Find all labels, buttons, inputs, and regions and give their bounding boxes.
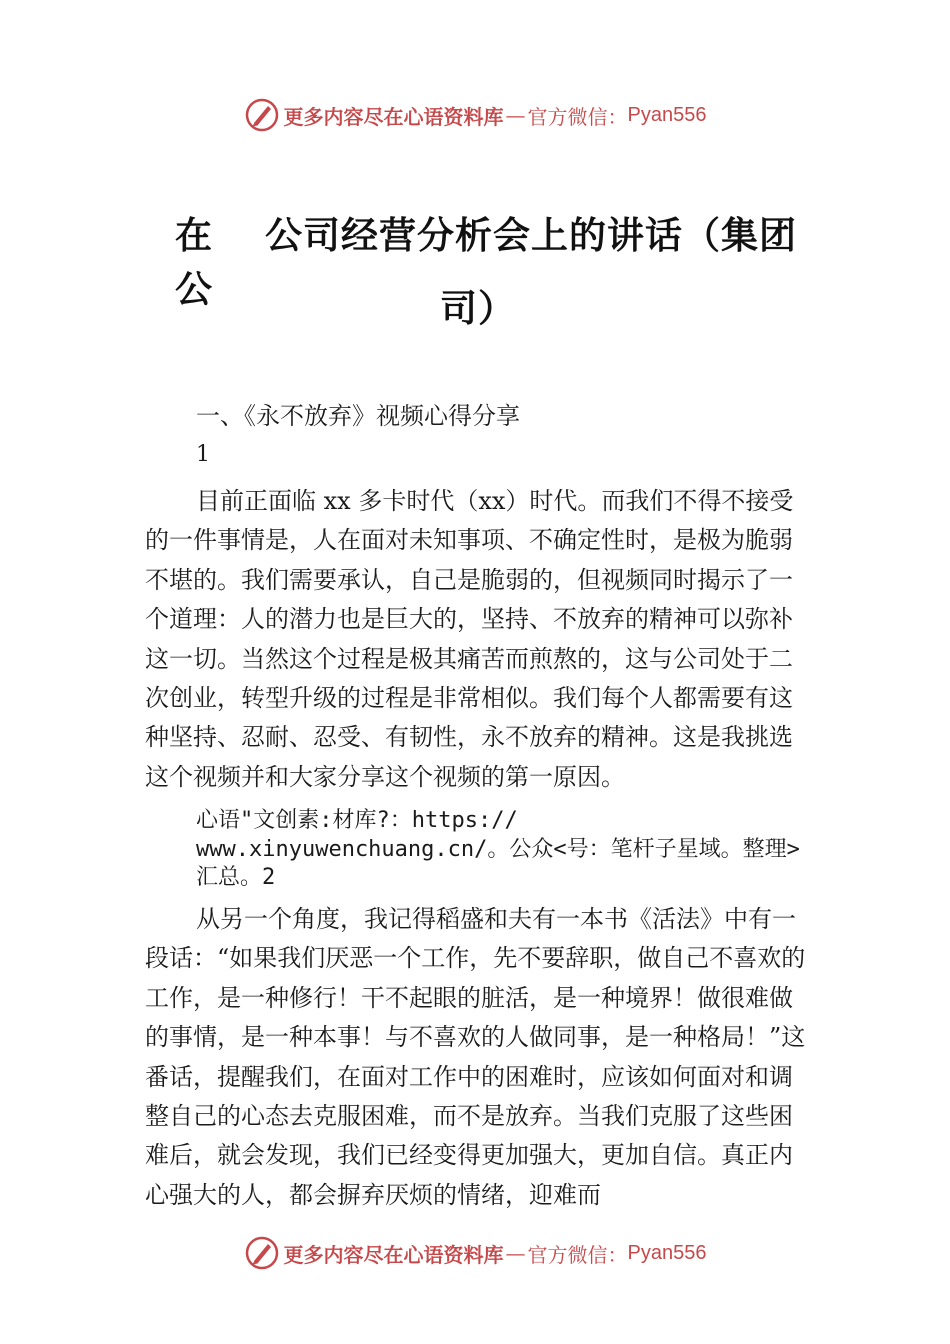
doc-title-line-2: 司） — [440, 286, 516, 330]
section-heading: 一、《永不放弃》视频心得分享 — [196, 402, 520, 430]
banner-label: 官方微信： — [527, 1242, 628, 1267]
header-banner — [0, 95, 950, 135]
doc-title-text: 公司经营分析会上的讲话（集团公 — [175, 213, 797, 311]
banner-title: 更多内容尽在心语资料库 — [283, 104, 504, 129]
source-note-line-3: 汇总。2 — [196, 865, 276, 890]
source-note-line-1: 心语"文创素:材库?：https:// — [196, 808, 518, 833]
doc-title-prefix: 在 — [175, 213, 213, 257]
footer-banner — [0, 1233, 950, 1273]
banner-separator: — — [505, 103, 526, 127]
banner-wechat-id: Pyan556 — [627, 1241, 707, 1264]
banner-wechat-id: Pyan556 — [627, 103, 707, 126]
pen-logo-icon — [244, 1235, 280, 1271]
banner-separator: — — [505, 1241, 526, 1265]
paragraph-1: 目前正面临 xx 多卡时代（xx）时代。而我们不得不接受的一件事情是，人在面对未知事项、不确定性时，是极为脆弱不堪的。我们需要承认，自己是脆弱的，但视频同时揭示了一个道理：人的潜力也是巨大的，坚持、不放弃的精神可以弥补这一切。当然这个过程是极其痛苦而煎熬的，这与公司处于二次创业，转型升级的过程是非常相似。我们每个人都需要有这种坚持、忍耐、忍受、有韧性，永不放弃的精神。这是我挑选这个视频并和大家分享这个视频的第一原因。 — [145, 487, 794, 791]
item-number: 1 — [196, 442, 210, 467]
banner-title: 更多内容尽在心语资料库 — [283, 1242, 504, 1267]
pen-logo-icon — [244, 97, 280, 133]
source-note — [196, 807, 856, 893]
paragraph-2: 从另一个角度，我记得稻盛和夫有一本书《活法》中有一段话：“如果我们厌恶一个工作，先不要辞职，做自己不喜欢的工作，是一种修行！干不起眼的脏活，是一种境界！做很难做的事情，是一种本事！与不喜欢的人做同事，是一种格局！”这番话，提醒我们，在面对工作中的困难时，应该如何面对和调整自己的心态去克服困难，而不是放弃。当我们克服了这些困难后，就会发现，我们已经变得更加强大，更加自信。真正内心强大的人，都会摒弃厌烦的情绪，迎难而 — [145, 905, 806, 1209]
banner-label: 官方微信： — [527, 104, 628, 129]
source-note-line-2: www.xinyuwenchuang.cn/。公众<号：笔杆子星域。整理> — [196, 836, 800, 862]
